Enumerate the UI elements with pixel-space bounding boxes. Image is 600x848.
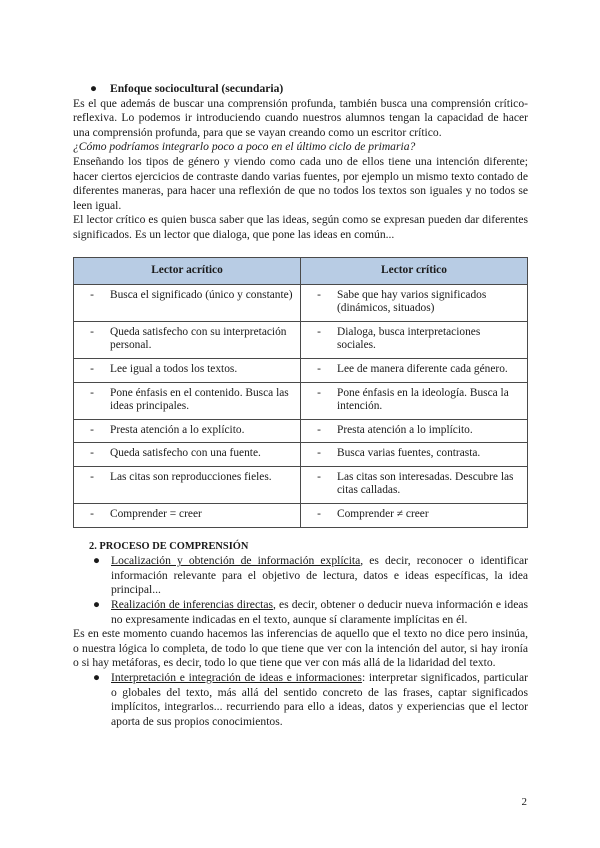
table-row <box>74 419 528 443</box>
table-cell-left <box>74 466 301 503</box>
table-cell-right <box>301 382 528 419</box>
cell-text: Busca varias fuentes, contrasta. <box>337 447 481 460</box>
bullet-icon: ● <box>93 598 101 612</box>
table-row <box>74 504 528 528</box>
dash-marker: - <box>90 288 94 301</box>
dash-marker: - <box>317 470 321 483</box>
table-cell-left <box>74 419 301 443</box>
table-cell-left <box>74 358 301 382</box>
table-cell-right <box>301 504 528 528</box>
dash-marker: - <box>317 325 321 338</box>
paragraph: Es en este momento cuando hacemos las inferencias de aquello que el texto no dice pero insinúa, o nuestra lógica lo completa, de todo lo que tiene que ver con la intención del autor, si hay ironía o si hay metáforas, es decir, todo lo que tiene que ver con más allá de la lidaridad del texto. <box>73 627 528 670</box>
dash-marker: - <box>317 362 321 375</box>
table-row <box>74 321 528 358</box>
cell-text: Queda satisfecho con una fuente. <box>110 447 261 460</box>
cell-text: Presta atención a lo explícito. <box>110 423 245 436</box>
list-item <box>73 671 528 729</box>
dash-marker: - <box>317 508 321 521</box>
dash-marker: - <box>317 386 321 399</box>
table-cell-left <box>74 321 301 358</box>
cell-text: Las citas son reproducciones fieles. <box>110 470 272 483</box>
table-row <box>74 358 528 382</box>
table-cell-left <box>74 504 301 528</box>
header-right: Lector crítico <box>301 257 528 284</box>
dash-marker: - <box>90 386 94 399</box>
section-heading <box>73 82 528 97</box>
dash-marker: - <box>317 288 321 301</box>
table-row <box>74 382 528 419</box>
table-row <box>74 443 528 467</box>
section-2-heading: 2. PROCESO DE COMPRENSIÓN <box>89 540 249 552</box>
item-title: Realización de inferencias directas <box>111 598 273 612</box>
list-item <box>73 598 528 627</box>
table-cell-right <box>301 321 528 358</box>
paragraph: Es el que además de buscar una comprensión profunda, también busca una comprensión crítico-reflexiva. Lo podemos ir introduciendo cuando nuestros alumnos tengan la capacidad de hacer una comprensión profunda, para que se vayan creando como un escritor crítico. <box>73 96 528 139</box>
dash-marker: - <box>90 423 94 436</box>
cell-text: Presta atención a lo implícito. <box>337 423 473 436</box>
cell-text: Busca el significado (único y constante) <box>110 288 293 301</box>
cell-text: Comprender ≠ creer <box>337 508 429 521</box>
dash-marker: - <box>90 508 94 521</box>
item-text: , es decir, obtener o deducir nueva información e ideas no expresamente indicadas en el texto, aunque sí claramente implícitas en él. <box>111 598 528 626</box>
dash-marker: - <box>317 447 321 460</box>
cell-text: Dialoga, busca interpretaciones sociales. <box>337 325 481 352</box>
dash-marker: - <box>317 423 321 436</box>
table-cell-right <box>301 358 528 382</box>
cell-text: Pone énfasis en la ideología. Busca la intención. <box>337 386 509 413</box>
table-row <box>74 284 528 321</box>
bullet-icon: ● <box>93 554 101 568</box>
table-cell-left <box>74 284 301 321</box>
cell-text: Las citas son interesadas. Descubre las citas calladas. <box>337 470 514 497</box>
bullet-icon: ● <box>90 82 98 95</box>
item-title: Interpretación e integración de ideas e informaciones <box>111 671 362 684</box>
table-cell-right <box>301 419 528 443</box>
heading-text: Enfoque sociocultural (secundaria) <box>110 82 284 95</box>
header-left: Lector acrítico <box>74 257 301 284</box>
document-page <box>73 82 528 729</box>
item-title: Localización y obtención de información explícita <box>111 554 361 568</box>
table-cell-right <box>301 443 528 467</box>
dash-marker: - <box>90 470 94 483</box>
table-cell-right <box>301 466 528 503</box>
table-cell-left <box>74 443 301 467</box>
table-cell-right <box>301 284 528 321</box>
paragraph: El lector crítico es quien busca saber que las ideas, según como se expresan pueden dar diferentes significados. Es un lector que dialoga, que pone las ideas en común... <box>73 213 528 241</box>
cell-text: Comprender = creer <box>110 508 202 521</box>
table-cell-left <box>74 382 301 419</box>
item-text: , es decir, reconocer o identificar información relevante para el objetivo de lectura, datos e ideas específicas, la idea principal... <box>111 554 528 597</box>
dash-marker: - <box>90 362 94 375</box>
paragraph: Enseñando los tipos de género y viendo como cada uno de ellos tiene una intención diferente; hacer ciertos ejercicios de contraste dando varias fuentes, por ejemplo un mismo texto contado de diferentes maneras, para hacer una reflexión de que no todos los textos son iguales y no todos se leen igual. <box>73 154 528 212</box>
table-row <box>74 466 528 503</box>
cell-text: Lee de manera diferente cada género. <box>337 362 508 375</box>
cell-text: Lee igual a todos los textos. <box>110 362 238 375</box>
item-text: : interpretar significados, particular o globales del texto, más allá del sentido concreto de las frases, captar significados implícitos, integrarlos... recurriendo para ello a ideas, datos y experiencias que el lector aporta de sus propios conocimientos. <box>111 671 528 728</box>
list-item <box>73 554 528 598</box>
page-number: 2 <box>521 796 527 808</box>
bullet-icon: ● <box>93 671 101 684</box>
dash-marker: - <box>90 325 94 338</box>
cell-text: Pone énfasis en el contenido. Busca las ideas principales. <box>110 386 289 413</box>
cell-text: Queda satisfecho con su interpretación personal. <box>110 325 287 352</box>
table-body <box>74 284 528 527</box>
comparison-table <box>73 257 528 528</box>
question: ¿Cómo podríamos integrarlo poco a poco en el último ciclo de primaria? <box>73 140 416 154</box>
cell-text: Sabe que hay varios significados (dinámicos, situados) <box>337 288 487 315</box>
dash-marker: - <box>90 447 94 460</box>
